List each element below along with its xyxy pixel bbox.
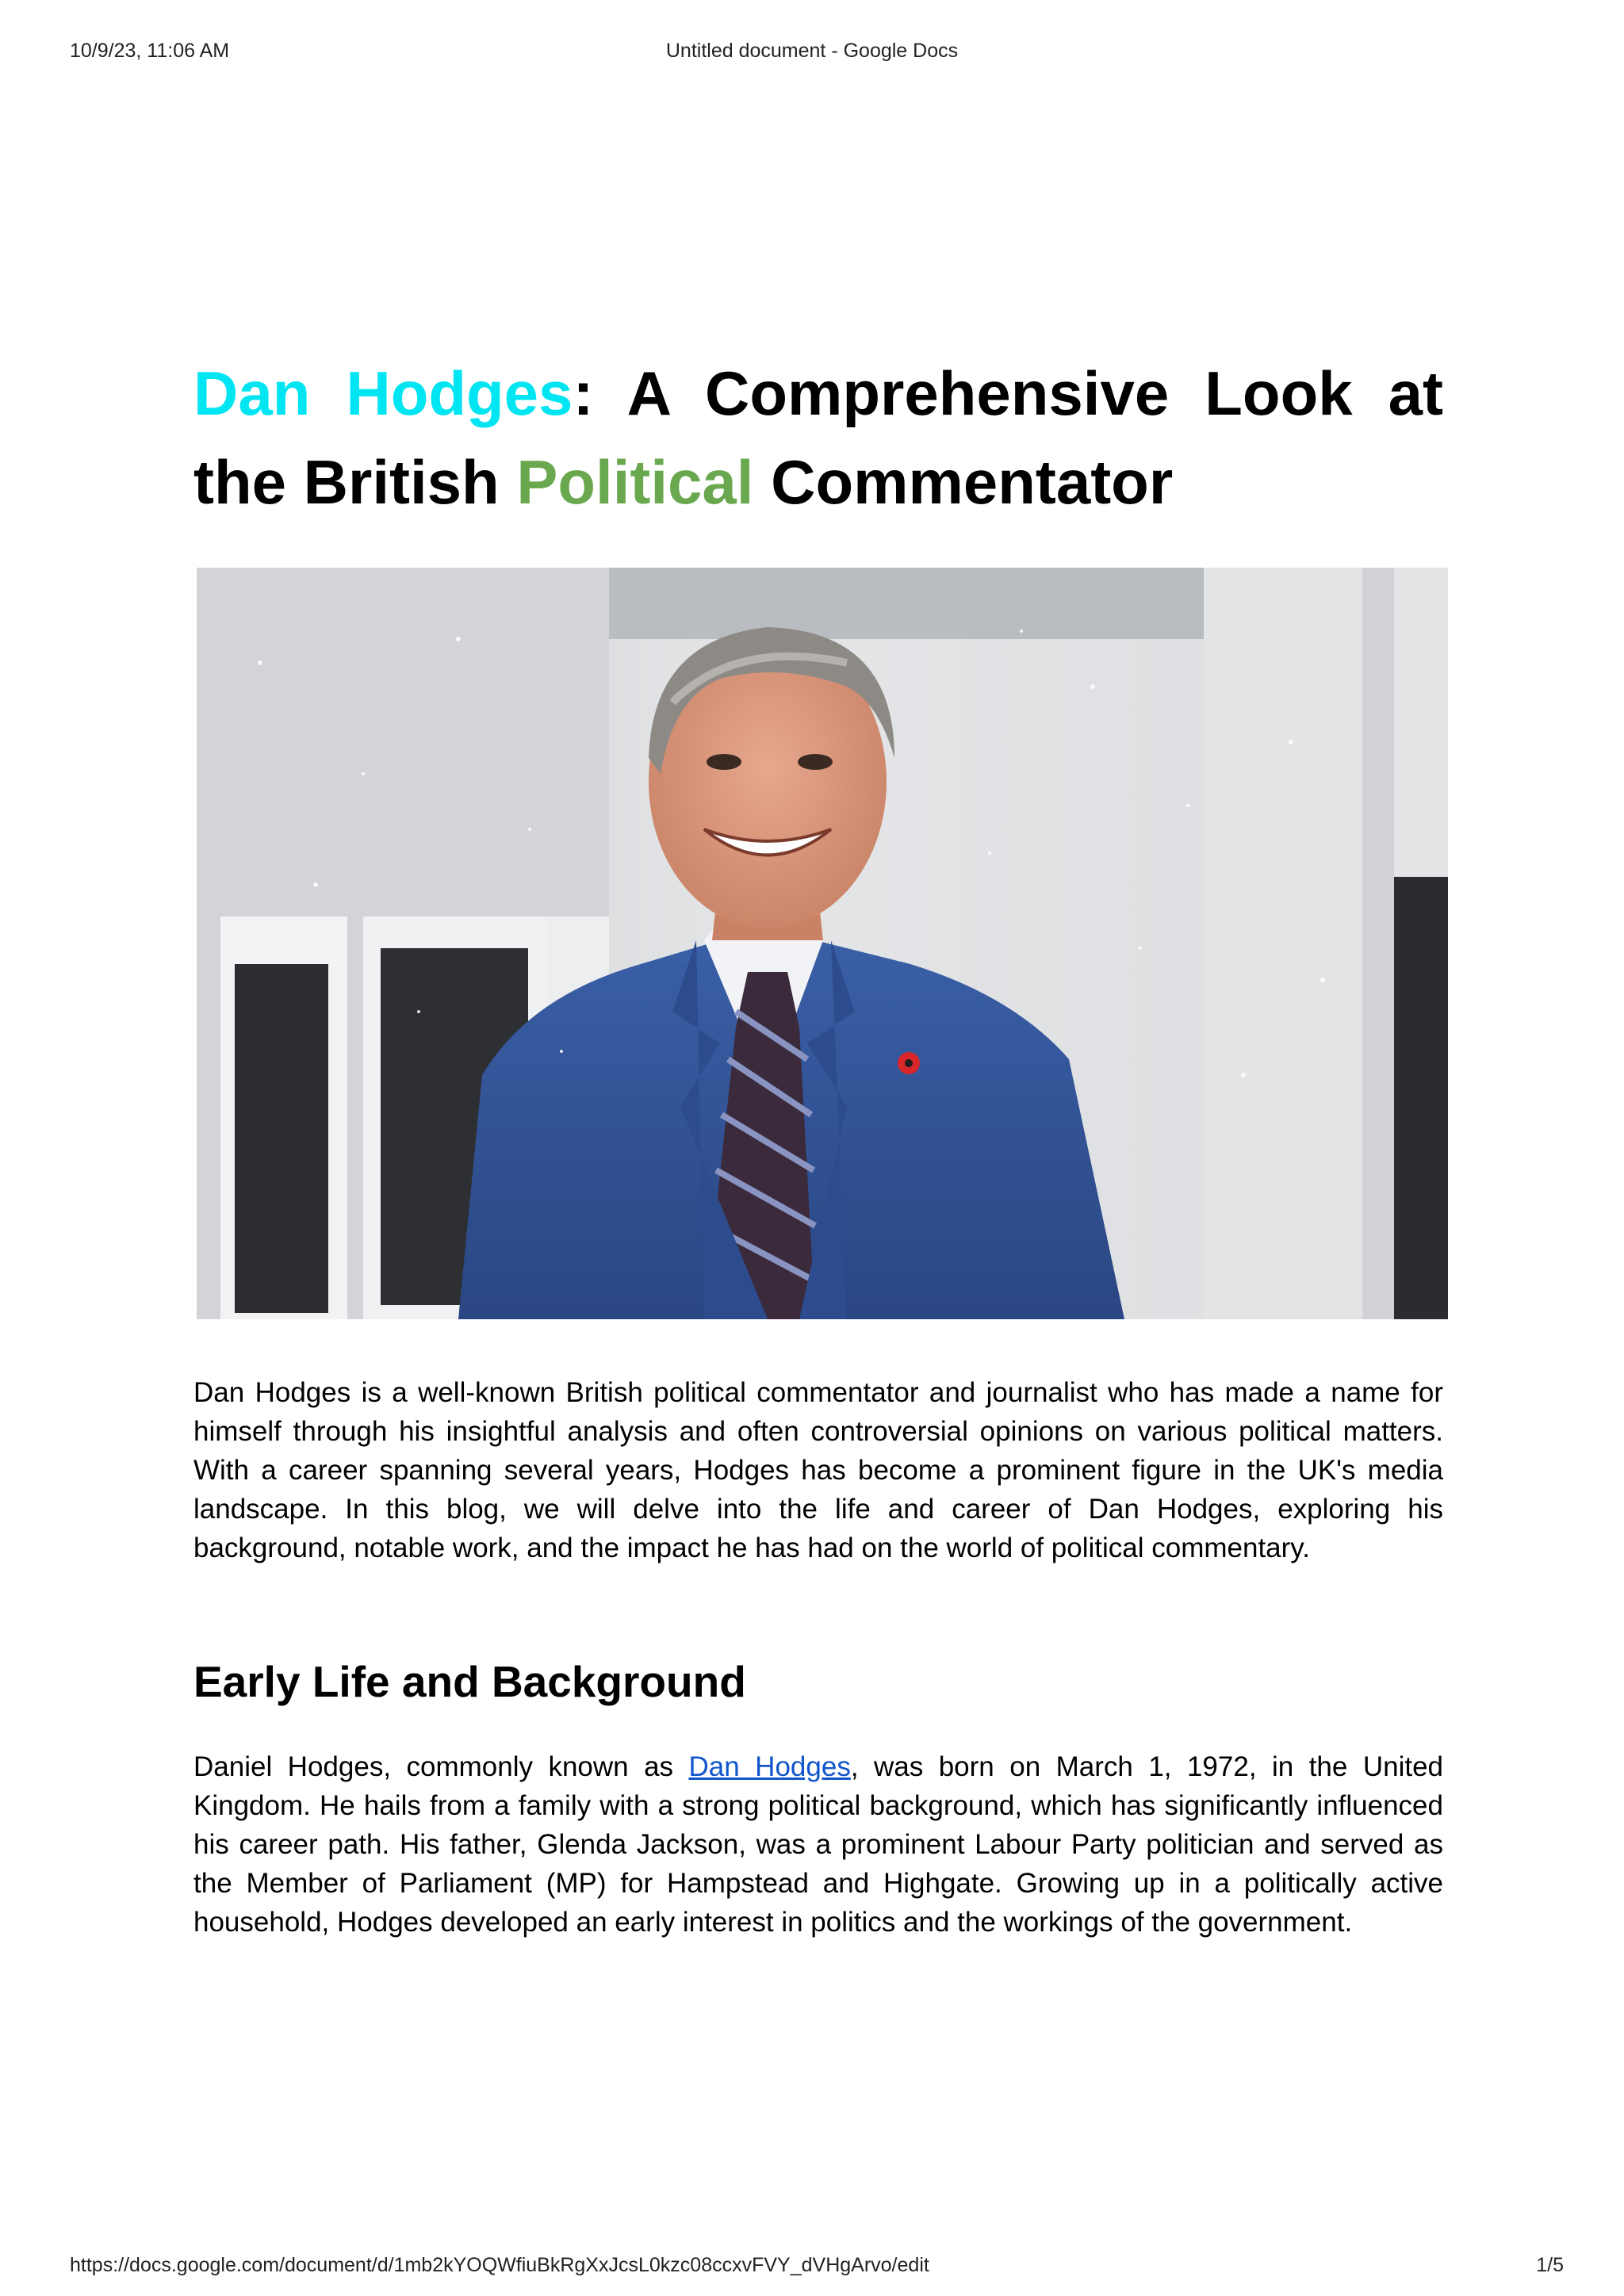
section-heading-early-life: Early Life and Background (193, 1657, 746, 1706)
print-footer (0, 2254, 1624, 2281)
print-tab-title: Untitled document - Google Docs (665, 40, 959, 62)
document-title (193, 349, 1443, 526)
print-url: https://docs.google.com/document/d/1mb2kYOQWfiuBkRgXxJcsL0kzc08ccxvFVY_dVHgArvo/edit (70, 2254, 929, 2276)
title-text-1: : A Comprehensive Look at the British (193, 358, 1443, 517)
early-life-text-after-link: , was born on March 1, 1972, in the United Kingdom. He hails from a family with a strong political background, which has significantly influenced his career path. His father, Glenda Jackson, was a prominent Labour Party politician and served as the Member of Parliament (MP) for Hampstead and Highgate. Growing up in a politically active household, Hodges developed an early interest in politics and the workings of the government. (193, 1751, 1443, 1938)
dan-hodges-link[interactable]: Dan Hodges (688, 1751, 851, 1782)
title-political: Political (516, 447, 754, 517)
intro-paragraph: Dan Hodges is a well-known British political commentator and journalist who has made a name for himself through his insightful analysis and often controversial opinions on various political matters. With a career spanning several years, Hodges has become a prominent figure in the UK's media landscape. In this blog, we will delve into the life and career of Dan Hodges, exploring his background, notable work, and the impact he has had on the world of political commentary. (193, 1377, 1443, 1563)
early-life-text-before-link: Daniel Hodges, commonly known as (193, 1751, 689, 1782)
print-header (0, 40, 1624, 67)
hero-photo (197, 568, 1448, 1319)
print-page-number: 1/5 (1536, 2254, 1564, 2276)
early-life-paragraph (193, 1747, 1443, 1942)
title-name: Dan Hodges (193, 358, 573, 428)
title-text-2: Commentator (753, 447, 1174, 517)
print-datetime: 10/9/23, 11:06 AM (70, 40, 230, 62)
